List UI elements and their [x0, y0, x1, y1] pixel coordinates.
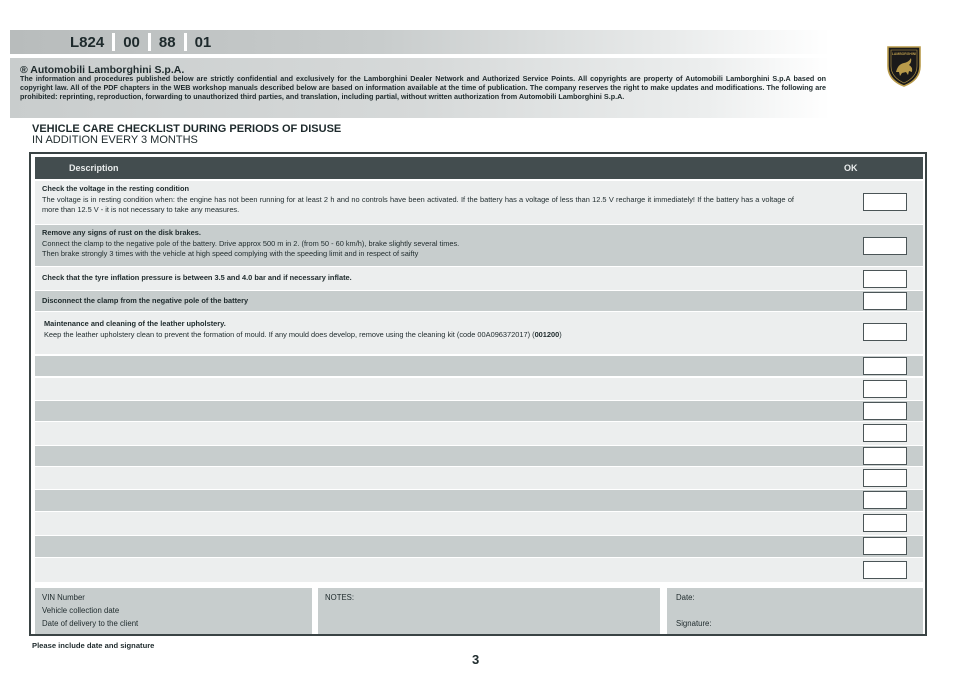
- svg-text:LAMBORGHINI: LAMBORGHINI: [891, 52, 917, 56]
- checklist-title: VEHICLE CARE CHECKLIST DURING PERIODS OF DISUSE: [32, 123, 342, 135]
- table-row: [35, 225, 923, 266]
- ok-checkbox[interactable]: [863, 561, 907, 579]
- table-row-empty: [35, 536, 923, 557]
- table-header: [35, 157, 923, 179]
- column-ok: OK: [844, 163, 858, 173]
- code-group: 00: [123, 33, 140, 51]
- notes-label: NOTES:: [325, 593, 355, 602]
- cleaning-kit-code: 001200: [534, 329, 560, 339]
- row-text: [42, 273, 794, 284]
- table-row-empty: [35, 422, 923, 445]
- collection-date-label: Vehicle collection date: [42, 606, 120, 615]
- date-label: Date:: [676, 593, 695, 602]
- table-row-empty: [35, 467, 923, 489]
- copyright-title: ® Automobili Lamborghini S.p.A.: [20, 64, 185, 76]
- ok-checkbox[interactable]: [863, 270, 907, 288]
- code-section: 88: [158, 33, 176, 51]
- ok-checkbox[interactable]: [863, 402, 907, 420]
- row-body-end: ): [559, 329, 562, 339]
- vin-number-label: VIN Number: [42, 593, 85, 602]
- ok-checkbox[interactable]: [863, 357, 907, 375]
- row-body-main: Keep the leather upholstery clean to prevent the formation of mould. If any mould does develop, remove using the cleaning kit (code 00A096372017) (: [44, 329, 535, 339]
- ok-checkbox[interactable]: [863, 323, 907, 341]
- code-model: L824: [70, 33, 105, 51]
- copyright-text: The information and procedures published below are strictly confidential and exclusively for the Lamborghini Dealer Network and Authorized Service Points. All copyrights are property of Automobili Lamborghini S.p.A based on copyright law. All of the PDF chapters in the WEB workshop manuals described below are based on information available at the time of publication. The company reserves the right to make updates and modifications. The following are prohibited: reprinting, reproduction, forwarding to unauthorized third parties, and translation, including partial, without written authorization from Automobili Lamborghini S.p.A.: [20, 74, 826, 101]
- row-text: [42, 184, 794, 216]
- row-title: Check the voltage in the resting condition: [42, 184, 190, 193]
- bottom-note: Please include date and signature: [32, 641, 155, 650]
- ok-checkbox[interactable]: [863, 469, 907, 487]
- ok-checkbox[interactable]: [863, 380, 907, 398]
- table-row-empty: [35, 401, 923, 421]
- ok-checkbox[interactable]: [863, 491, 907, 509]
- row-body-line2: Then brake strongly 3 times with the vehicle at high speed complying with the speeding limit and in respect of saifty: [42, 249, 419, 258]
- notes-cell: [318, 588, 660, 634]
- row-body: Connect the clamp to the negative pole of the battery. Drive approx 500 m in 2. (from 50 - 60 km/h), brake slightly several times.: [42, 238, 460, 248]
- table-row-empty: [35, 558, 923, 582]
- table-row-empty: [35, 490, 923, 511]
- ok-checkbox[interactable]: [863, 514, 907, 532]
- lamborghini-logo-icon: [884, 44, 924, 88]
- table-row-empty: [35, 512, 923, 535]
- ok-checkbox[interactable]: [863, 447, 907, 465]
- delivery-date-label: Date of delivery to the client: [42, 619, 139, 628]
- ok-checkbox[interactable]: [863, 237, 907, 255]
- code-sheet: 01: [194, 33, 212, 51]
- page-number: 3: [472, 652, 480, 667]
- row-text: [42, 296, 794, 307]
- table-row-empty: [35, 356, 923, 376]
- row-text: [42, 228, 794, 260]
- ok-checkbox[interactable]: [863, 537, 907, 555]
- table-row-empty: [35, 446, 923, 466]
- document-codes: [62, 33, 219, 51]
- ok-checkbox[interactable]: [863, 292, 907, 310]
- row-text: [44, 319, 796, 340]
- vehicle-info-cell: [35, 588, 312, 634]
- table-row: [35, 312, 923, 354]
- row-body: [44, 330, 796, 341]
- signature-label: Signature:: [676, 619, 712, 628]
- row-body: The voltage is in resting condition when: the engine has not been running for at least 2 h and no controls have been activated. If the battery has a voltage of less than 12.5 V recharge it immediately! If the battery has a voltage of more than 12.5 V - it is not necessary to take any measures.: [42, 194, 794, 214]
- column-description: Description: [69, 163, 119, 173]
- date-signature-cell: [667, 588, 923, 634]
- ok-checkbox[interactable]: [863, 193, 907, 211]
- table-row: [35, 267, 923, 290]
- row-title: Remove any signs of rust on the disk brakes.: [42, 228, 201, 237]
- table-row-empty: [35, 378, 923, 400]
- row-title: Maintenance and cleaning of the leather upholstery.: [44, 319, 226, 328]
- ok-checkbox[interactable]: [863, 424, 907, 442]
- table-row: [35, 291, 923, 311]
- table-row: [35, 181, 923, 224]
- row-title: Disconnect the clamp from the negative pole of the battery: [42, 296, 249, 305]
- row-title: Check that the tyre inflation pressure is between 3.5 and 4.0 bar and if necessary inflate.: [42, 273, 352, 282]
- checklist-subtitle: IN ADDITION EVERY 3 MONTHS: [32, 134, 198, 146]
